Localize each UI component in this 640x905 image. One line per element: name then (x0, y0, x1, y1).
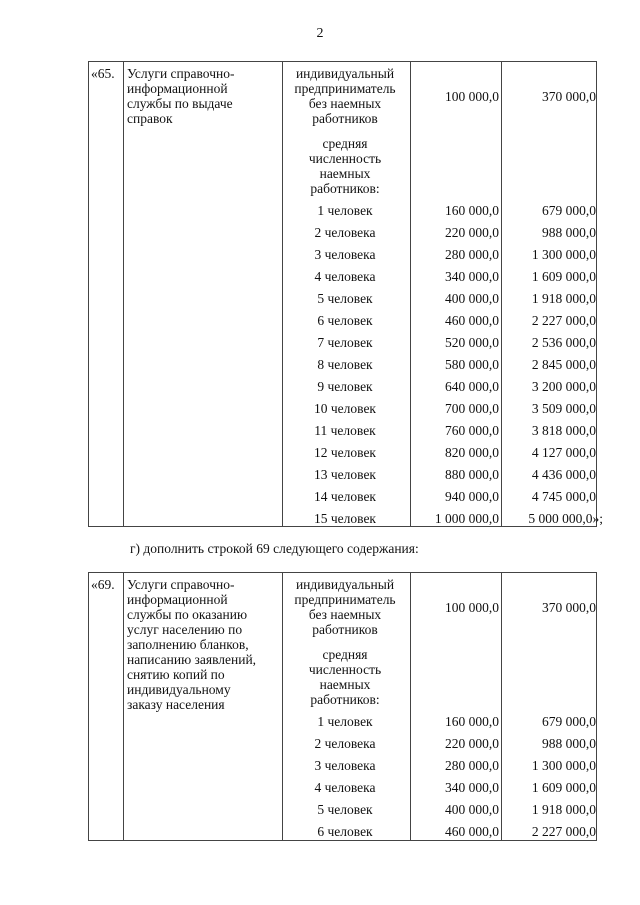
value-col3: 160 000,0 (445, 714, 499, 729)
value-col4: 4 127 000,0 (531, 445, 596, 460)
service-line: написанию заявлений, (127, 652, 257, 667)
value-col4: 1 918 000,0 (531, 291, 596, 306)
service-line: информационной (127, 81, 228, 96)
value-col4: 370 000,0 (542, 600, 596, 615)
value-col3: 940 000,0 (445, 489, 499, 504)
value-col3: 280 000,0 (445, 247, 499, 262)
column-divider (501, 573, 502, 840)
employees-label: 3 человека (314, 247, 376, 262)
value-col3: 640 000,0 (445, 379, 499, 394)
value-col3: 700 000,0 (445, 401, 499, 416)
value-col3: 160 000,0 (445, 203, 499, 218)
value-col4: 988 000,0 (542, 736, 596, 751)
employees-label: 10 человек (314, 401, 376, 416)
value-col4: 3 509 000,0 (531, 401, 596, 416)
value-col3: 100 000,0 (445, 600, 499, 615)
employees-label: 4 человека (314, 780, 376, 795)
value-col3: 400 000,0 (445, 802, 499, 817)
value-col4: 2 536 000,0 (531, 335, 596, 350)
tariff-table-69 (88, 572, 597, 841)
category-line: без наемных (308, 607, 382, 622)
avg-line: средняя (322, 647, 368, 662)
value-col4: 1 300 000,0 (531, 758, 596, 773)
value-col4: 2 845 000,0 (531, 357, 596, 372)
value-col3: 520 000,0 (445, 335, 499, 350)
avg-line: наемных (319, 677, 371, 692)
page-number: 2 (316, 26, 324, 41)
category-line: предприниматель (294, 81, 396, 96)
row-number: «69. (91, 577, 115, 592)
employees-label: 14 человек (314, 489, 376, 504)
value-col4: 988 000,0 (542, 225, 596, 240)
category-line: индивидуальный (295, 66, 395, 81)
service-line: службы по оказанию (127, 607, 248, 622)
category-line: без наемных (308, 96, 382, 111)
service-line: Услуги справочно- (127, 66, 235, 81)
value-col3: 760 000,0 (445, 423, 499, 438)
category-line: работников (312, 111, 378, 126)
amendment-paragraph: г) дополнить строкой 69 следующего содержания: (130, 541, 419, 556)
value-col3: 340 000,0 (445, 269, 499, 284)
category-line: работников (312, 622, 378, 637)
avg-line: работников: (310, 181, 380, 196)
value-col3: 220 000,0 (445, 225, 499, 240)
service-line: индивидуальному (127, 682, 231, 697)
column-divider (123, 62, 124, 526)
employees-label: 15 человек (314, 511, 376, 526)
employees-label: 1 человек (317, 714, 373, 729)
avg-employees-label (283, 647, 407, 707)
value-col3: 880 000,0 (445, 467, 499, 482)
value-col4: 4 436 000,0 (531, 467, 596, 482)
avg-line: численность (308, 662, 382, 677)
employees-label: 1 человек (317, 203, 373, 218)
service-line: услуг населению по (127, 622, 243, 637)
avg-line: численность (308, 151, 382, 166)
tariff-table-65 (88, 61, 603, 527)
value-col3: 460 000,0 (445, 824, 499, 839)
value-col3: 820 000,0 (445, 445, 499, 460)
employees-label: 11 человек (314, 423, 376, 438)
category-sole-proprietor (283, 577, 407, 637)
service-line: информационной (127, 592, 228, 607)
employees-label: 2 человека (314, 736, 376, 751)
employees-label: 4 человека (314, 269, 376, 284)
avg-line: наемных (319, 166, 371, 181)
employees-label: 6 человек (317, 313, 373, 328)
value-col4: 3 818 000,0 (531, 423, 596, 438)
service-line: службы по выдаче (127, 96, 233, 111)
employees-label: 13 человек (314, 467, 376, 482)
employees-label: 5 человек (317, 291, 373, 306)
employees-label: 12 человек (314, 445, 376, 460)
value-col4: 1 918 000,0 (531, 802, 596, 817)
category-sole-proprietor (283, 66, 407, 126)
value-col3: 1 000 000,0 (434, 511, 499, 526)
value-col4: 1 609 000,0 (531, 780, 596, 795)
service-line: заполнению бланков, (127, 637, 249, 652)
employees-label: 3 человека (314, 758, 376, 773)
value-col4: 1 300 000,0 (531, 247, 596, 262)
avg-employees-label (283, 136, 407, 196)
column-divider (410, 573, 411, 840)
row-number: «65. (91, 66, 115, 81)
value-col4: 679 000,0 (542, 714, 596, 729)
service-line: справок (127, 111, 173, 126)
value-col4: 2 227 000,0 (531, 824, 596, 839)
avg-line: средняя (322, 136, 368, 151)
column-divider (501, 62, 502, 526)
service-line: снятию копий по (127, 667, 225, 682)
service-name (127, 66, 287, 126)
column-divider (123, 573, 124, 840)
value-col4: 1 609 000,0 (531, 269, 596, 284)
employees-label: 2 человека (314, 225, 376, 240)
value-col3: 460 000,0 (445, 313, 499, 328)
value-col4: 370 000,0 (542, 89, 596, 104)
value-col3: 220 000,0 (445, 736, 499, 751)
value-col4: 5 000 000,0»; (528, 511, 603, 526)
service-line: заказу населения (127, 697, 225, 712)
value-col3: 340 000,0 (445, 780, 499, 795)
value-col3: 100 000,0 (445, 89, 499, 104)
category-line: предприниматель (294, 592, 396, 607)
avg-line: работников: (310, 692, 380, 707)
value-col4: 3 200 000,0 (531, 379, 596, 394)
employees-label: 9 человек (317, 379, 373, 394)
column-divider (410, 62, 411, 526)
service-name (127, 577, 287, 712)
employees-label: 6 человек (317, 824, 373, 839)
value-col4: 679 000,0 (542, 203, 596, 218)
value-col4: 4 745 000,0 (531, 489, 596, 504)
employees-label: 7 человек (317, 335, 373, 350)
employees-label: 8 человек (317, 357, 373, 372)
value-col3: 400 000,0 (445, 291, 499, 306)
category-line: индивидуальный (295, 577, 395, 592)
value-col4: 2 227 000,0 (531, 313, 596, 328)
value-col3: 580 000,0 (445, 357, 499, 372)
service-line: Услуги справочно- (127, 577, 235, 592)
employees-label: 5 человек (317, 802, 373, 817)
value-col3: 280 000,0 (445, 758, 499, 773)
